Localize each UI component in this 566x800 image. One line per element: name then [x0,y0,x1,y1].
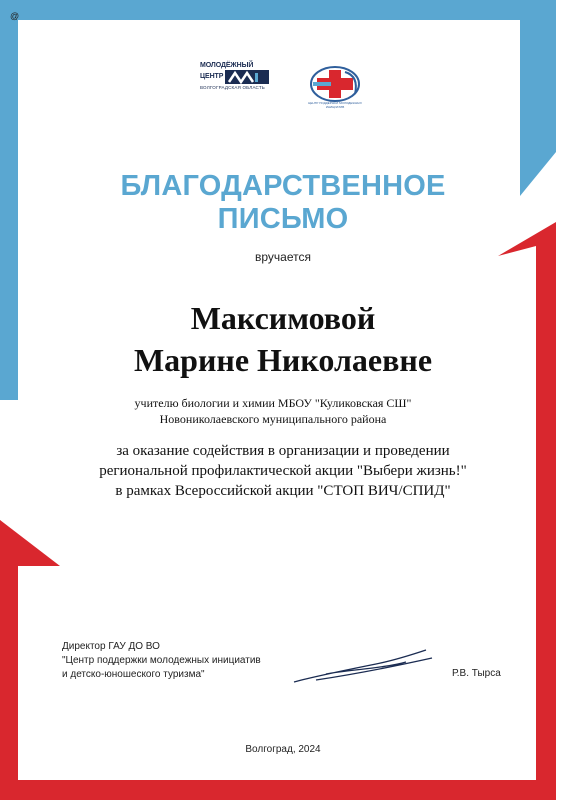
signatory-line1: Директор ГАУ ДО ВО [62,641,160,652]
signatory-line2: "Центр поддержки молодежных инициатив [62,655,261,666]
reason-line2: региональной профилактической акции "Выбери жизнь!" [99,463,467,479]
awarded-text: вручается [255,250,311,264]
recipient-name: Марине Николаевне [133,342,433,378]
signatory-title [62,640,261,682]
handwritten-signature [286,640,436,690]
health-center-caption: ЦЕНТР ПОДДЕРЖКИ МОЛОДЕЖНЫХ ИНИЦИАТИВ [308,101,362,109]
youth-center-logo-line2: ЦЕНТР [200,73,224,80]
certificate-title-line2: ПИСЬМО [217,203,349,235]
youth-center-logo-region: ВОЛГОГРАДСКАЯ ОБЛАСТЬ [200,85,265,90]
youth-center-logo [200,62,272,106]
signatory-line3: и детско-юношеского туризма" [62,669,205,680]
certificate-title-line1: БЛАГОДАРСТВЕННОЕ [120,170,446,202]
position-line1: учителю биологии и химии МБОУ "Куликовская СШ" [134,396,412,410]
recipient-surname: Максимовой [190,300,376,336]
award-reason [0,441,566,501]
reason-line3: в рамках Всероссийской акции "СТОП ВИЧ/СПИД" [115,483,451,499]
position-line2: Новониколаевского муниципального района [159,412,387,426]
signatory-name: Р.В. Тырса [452,668,501,679]
logos-row [0,62,566,112]
red-frame-accent [0,520,60,566]
footer-place-year: Волгоград, 2024 [245,744,321,755]
corner-mark: @ [10,11,20,21]
recipient-position [0,395,546,427]
youth-center-wave-icon [225,70,269,84]
youth-center-logo-line1: МОЛОДЁЖНЫЙ [200,62,254,69]
reason-line1: за оказание содействия в организации и проведении [116,443,450,459]
